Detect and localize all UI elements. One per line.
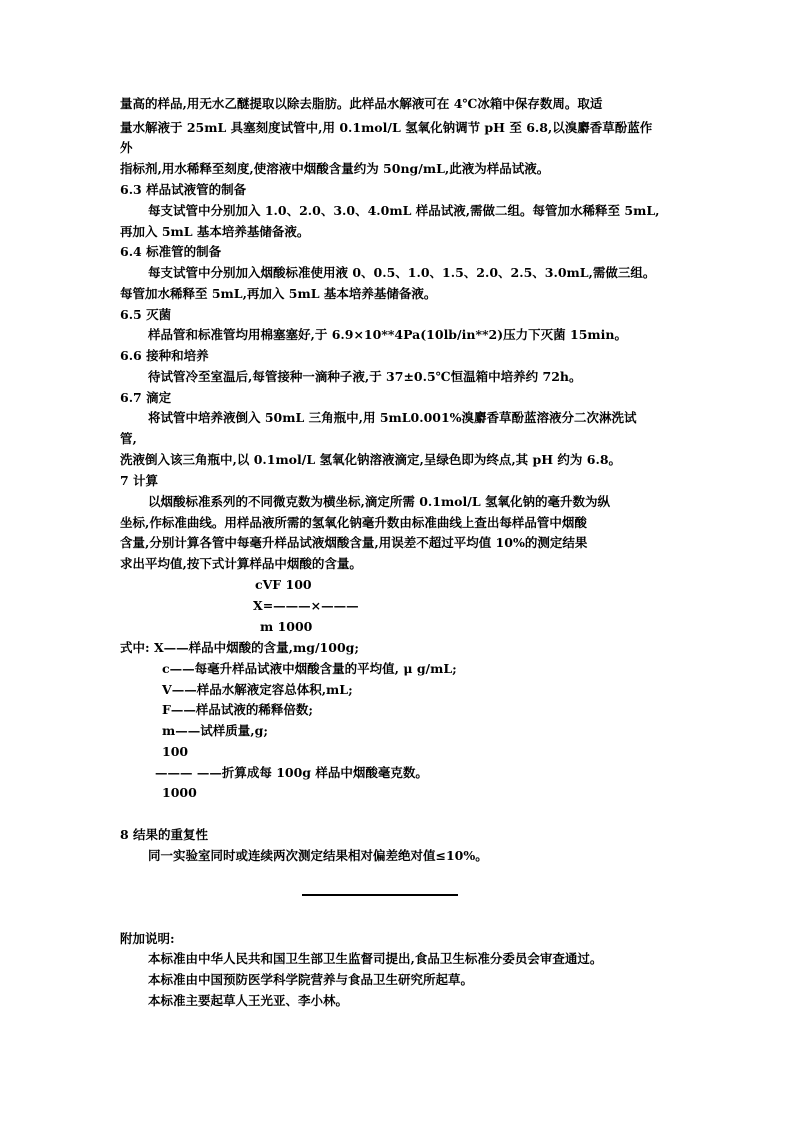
body-text-line: 每支试管中分别加入烟酸标准使用液 0、0.5、1.0、1.5、2.0、2.5、3.0mL,需做三组。: [148, 265, 656, 280]
note-line: 本标准由中国预防医学科学院营养与食品卫生研究所起草。: [148, 972, 474, 987]
definition-line: ——— ——折算成每 100g 样品中烟酸毫克数。: [155, 765, 428, 780]
note-line: 本标准主要起草人王光亚、李小林。: [148, 993, 349, 1008]
body-text-line: 指标剂,用水稀释至刻度,使溶液中烟酸含量约为 50ng/mL,此液为样品试液。: [120, 161, 550, 176]
body-text-line: 管,: [120, 431, 137, 446]
section-heading-6-3: 6.3 样品试液管的制备: [120, 182, 247, 197]
body-text-line: 将试管中培养液倒入 50mL 三角瓶中,用 5mL0.001%溴麝香草酚蓝溶液分二次淋洗试: [148, 410, 637, 425]
body-text-line: 坐标,作标准曲线。用样品液所需的氢氧化钠毫升数由标准曲线上查出每样品管中烟酸: [120, 515, 587, 530]
body-text-line: 每管加水稀释至 5mL,再加入 5mL 基本培养基储备液。: [120, 286, 437, 301]
body-text-line: 同一实验室同时或连续两次测定结果相对偏差绝对值≤10%。: [148, 848, 488, 863]
body-text-line: 以烟酸标准系列的不同微克数为横坐标,滴定所需 0.1mol/L 氢氧化钠的毫升数为纵: [148, 494, 610, 509]
formula-denominator: m 1000: [260, 619, 313, 634]
definition-line: F——样品试液的稀释倍数;: [162, 702, 313, 717]
definition-line: m——试样质量,g;: [162, 723, 268, 738]
body-text-line: 量水解液于 25mL 具塞刻度试管中,用 0.1mol/L 氢氧化钠调节 pH 至 6.8,以溴麝香草酚蓝作: [120, 120, 653, 135]
fraction-denominator: 1000: [162, 785, 197, 800]
note-heading: 附加说明:: [120, 931, 175, 946]
definition-line: c——每毫升样品试液中烟酸含量的平均值, μ g/mL;: [162, 661, 457, 676]
section-heading-6-5: 6.5 灭菌: [120, 307, 172, 322]
fraction-numerator: 100: [162, 744, 189, 759]
body-text-line: 量高的样品,用无水乙醚提取以除去脂肪。此样品水解液可在 4℃冰箱中保存数周。取适: [120, 96, 603, 111]
body-text-line: 样品管和标准管均用棉塞塞好,于 6.9×10**4Pa(10lb/in**2)压力下灭菌 15min。: [148, 327, 627, 342]
definition-line: 式中: X——样品中烟酸的含量,mg/100g;: [120, 640, 359, 655]
formula-numerator: cVF 100: [255, 577, 312, 592]
section-heading-6-4: 6.4 标准管的制备: [120, 244, 222, 259]
section-heading-6-6: 6.6 接种和培养: [120, 348, 209, 363]
body-text-line: 每支试管中分别加入 1.0、2.0、3.0、4.0mL 样品试液,需做二组。每管加水稀释至 5mL,: [148, 203, 660, 218]
divider-rule: [302, 894, 458, 896]
body-text-line: 外: [120, 140, 133, 155]
section-heading-8: 8 结果的重复性: [120, 827, 209, 842]
section-heading-6-7: 6.7 滴定: [120, 390, 172, 405]
note-line: 本标准由中华人民共和国卫生部卫生监督司提出,食品卫生标准分委员会审查通过。: [148, 951, 603, 966]
section-heading-7: 7 计算: [120, 473, 159, 488]
body-text-line: 求出平均值,按下式计算样品中烟酸的含量。: [120, 556, 362, 571]
body-text-line: 再加入 5mL 基本培养基储备液。: [120, 224, 310, 239]
body-text-line: 待试管冷至室温后,每管接种一滴种子液,于 37±0.5℃恒温箱中培养约 72h。: [148, 369, 582, 384]
body-text-line: 洗液倒入该三角瓶中,以 0.1mol/L 氢氧化钠溶液滴定,呈绿色即为终点,其 pH 约为 6.8。: [120, 452, 622, 467]
definition-line: V——样品水解液定容总体积,mL;: [162, 682, 353, 697]
formula-main: X=———×———: [253, 598, 359, 613]
body-text-line: 含量,分别计算各管中每毫升样品试液烟酸含量,用误差不超过平均值 10%的测定结果: [120, 535, 588, 550]
